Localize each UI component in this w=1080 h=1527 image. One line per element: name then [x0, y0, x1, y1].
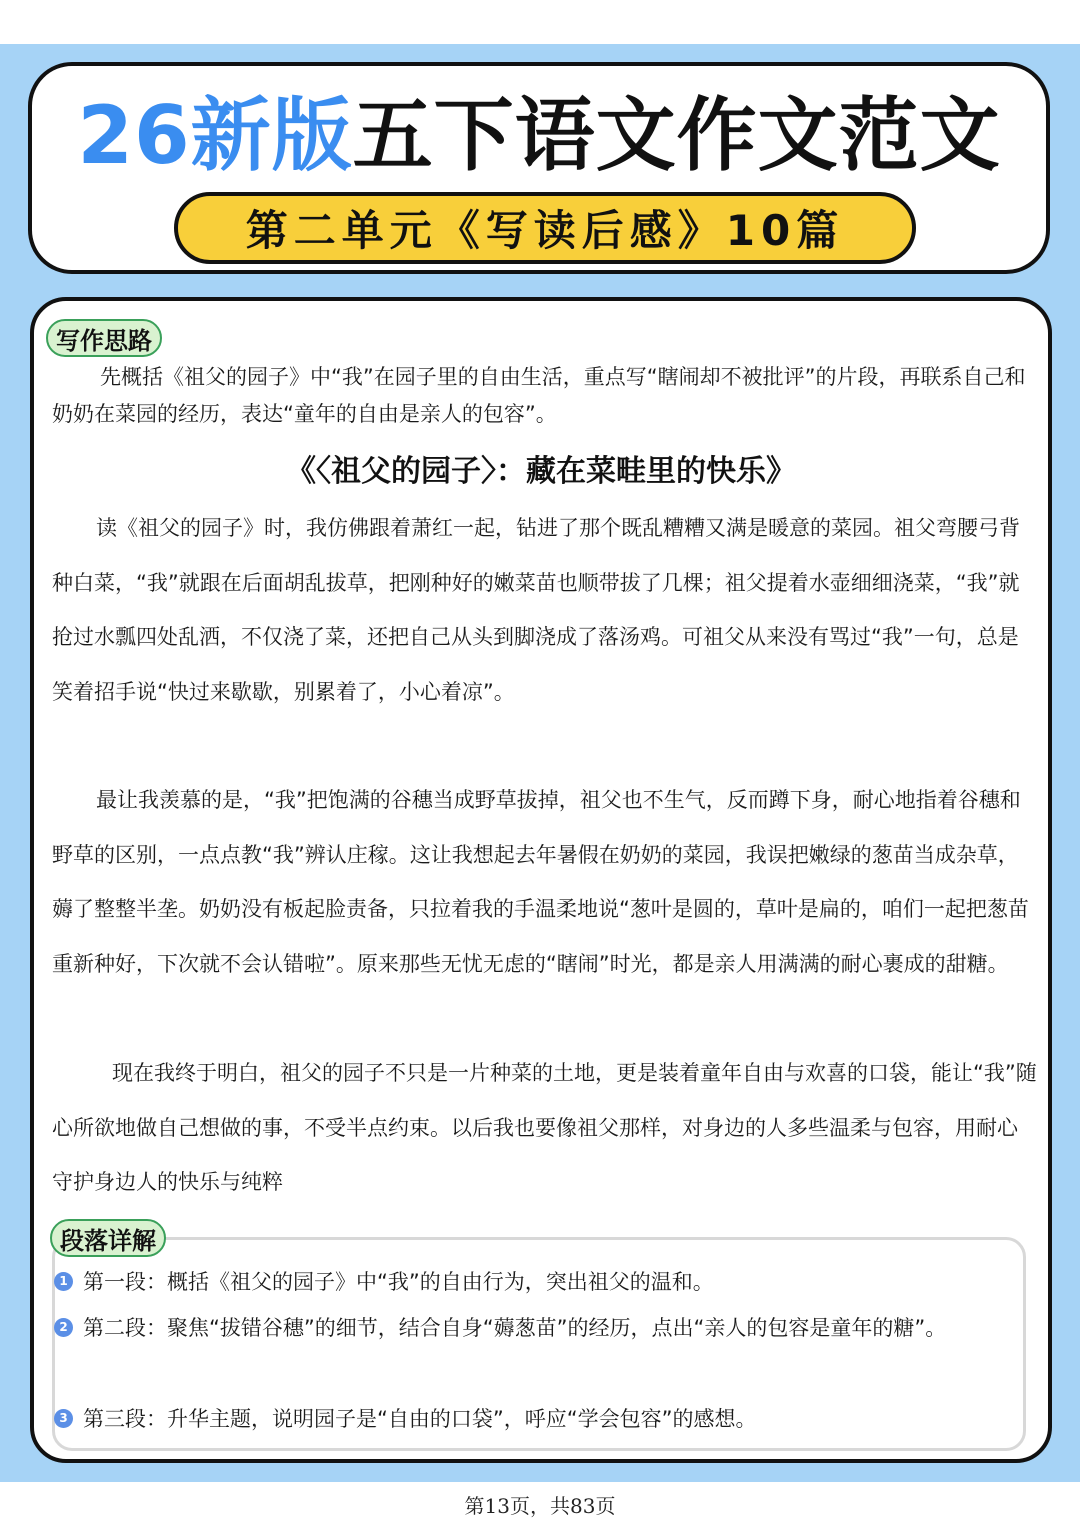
detail-label: 第二段：	[83, 1316, 167, 1340]
detail-label: 第三段：	[83, 1407, 167, 1431]
detail-text: 聚焦“拔错谷穗”的细节，结合自身“薅葱苗”的经历，点出“亲人的包容是童年的糖”。	[167, 1316, 947, 1340]
number-3-icon: 3	[54, 1409, 73, 1428]
number-1-icon: 1	[54, 1272, 73, 1291]
writing-idea-tag: 写作思路	[46, 319, 162, 357]
essay-title	[282, 449, 800, 495]
detail-item-2	[54, 1305, 994, 1351]
writing-idea-text: 先概括《祖父的园子》中“我”在园子里的自由生活，重点写“瞎闹却不被批评”的片段，再联系自己和奶奶在菜园的经历，表达“童年的自由是亲人的包容”。	[52, 365, 1026, 426]
essay-paragraph-2: 最让我羡慕的是，“我”把饱满的谷穗当成野草拔掉，祖父也不生气，反而蹲下身，耐心地指着谷穗和野草的区别，一点点教“我”辨认庄稼。这让我想起去年暑假在奶奶的菜园，我误把嫩绿的葱苗当成杂草，薅了整整半垄。奶奶没有板起脸责备，只拉着我的手温柔地说“葱叶是圆的，草叶是扁的，咱们一起把葱苗重新种好，下次就不会认错啦”。原来那些无忧无虑的“瞎闹”时光，都是亲人用满满的耐心裹成的甜糖。	[52, 788, 1029, 976]
detail-item-3	[54, 1396, 994, 1442]
title-main: 五下语文作文范文	[352, 89, 1001, 182]
page-number-footer: 第13页，共83页	[0, 1482, 1080, 1527]
essay-title-text: 《〈祖父的园子〉：藏在菜畦里的快乐》	[286, 454, 796, 489]
detail-text: 升华主题，说明园子是“自由的口袋”，呼应“学会包容”的感想。	[167, 1407, 757, 1431]
essay-paragraph-1: 读《祖父的园子》时，我仿佛跟着萧红一起，钻进了那个既乱糟糟又满是暖意的菜园。祖父弯腰弓背种白菜，“我”就跟在后面胡乱拔草，把刚种好的嫩菜苗也顺带拔了几棵；祖父提着水壶细细浇菜，“我”就抢过水瓢四处乱洒，不仅浇了菜，还把自己从头到脚浇成了落汤鸡。可祖父从来没有骂过“我”一句，总是笑着招手说“快过来歇歇，别累着了，小心着凉”。	[52, 516, 1020, 704]
paragraph-detail-tag: 段落详解	[50, 1219, 166, 1257]
detail-text: 概括《祖父的园子》中“我”的自由行为，突出祖父的温和。	[167, 1270, 714, 1294]
title-highlight: 26新版	[77, 89, 353, 182]
subtitle-banner: 第二单元《写读后感》10篇	[174, 192, 916, 264]
page-title	[32, 88, 1046, 184]
detail-label: 第一段：	[83, 1270, 167, 1294]
header-card	[28, 62, 1050, 274]
essay-title-container	[34, 449, 1048, 495]
essay-paragraph-3: 现在我终于明白，祖父的园子不只是一片种菜的土地，更是装着童年自由与欢喜的口袋，能让“我”随心所欲地做自己想做的事，不受半点约束。以后我也要像祖父那样，对身边的人多些温柔与包容，用耐心守护身边人的快乐与纯粹	[52, 1061, 1037, 1194]
detail-item-1	[54, 1259, 994, 1305]
top-margin	[0, 0, 1080, 44]
number-2-icon: 2	[54, 1318, 73, 1337]
content-card	[30, 297, 1052, 1463]
